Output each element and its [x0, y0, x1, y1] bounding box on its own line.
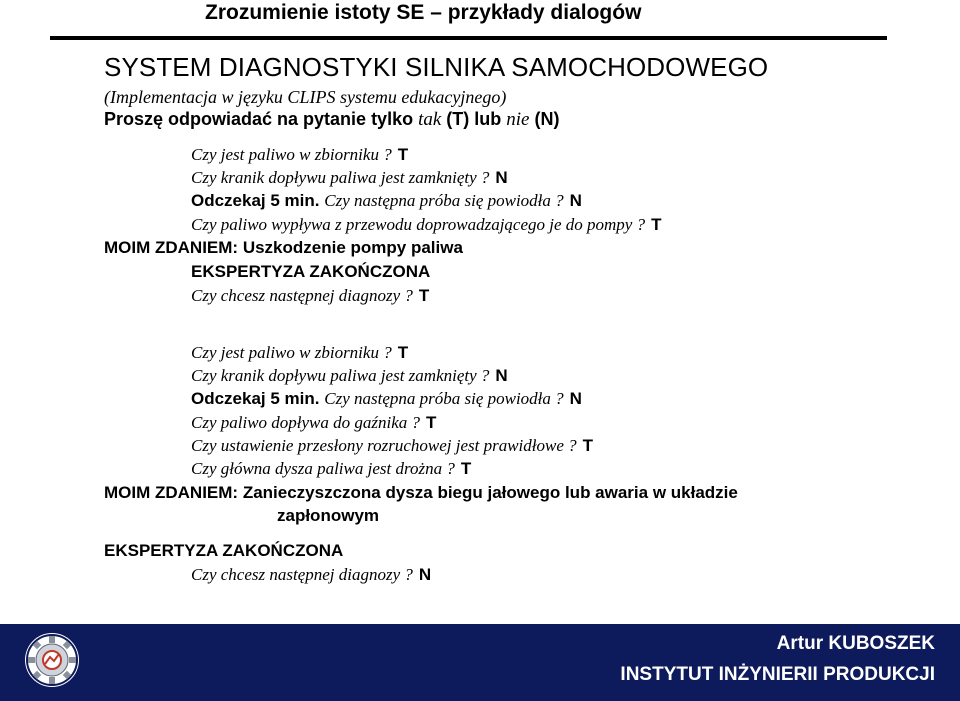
dialog2-next	[191, 564, 431, 586]
wait-instruction: Odczekaj 5 min.	[191, 389, 320, 408]
institute-name: INSTYTUT INŻYNIERII PRODUKCJI	[620, 664, 935, 685]
answer-text: N	[495, 168, 508, 187]
instruction-prefix: Proszę odpowiadać na pytanie tylko	[104, 109, 419, 129]
answer-text: T	[460, 459, 472, 478]
dialog2-done: EKSPERTYZA ZAKOŃCZONA	[104, 541, 344, 560]
author-name: Artur KUBOSZEK	[776, 633, 935, 654]
answer-instruction	[104, 108, 560, 131]
dialog1-verdict: MOIM ZDANIEM: Uszkodzenie pompy paliwa	[104, 238, 463, 257]
dialog1-line	[191, 167, 508, 189]
dialog2-verdict-continuation: zapłonowym	[277, 506, 380, 525]
answer-text: T	[651, 215, 662, 234]
instruction-yes-code: (T) lub	[441, 109, 507, 129]
question-text: Czy kranik dopływu paliwa jest zamknięty ?	[191, 168, 490, 187]
dialog2-line	[191, 435, 593, 457]
dialog2-line	[191, 342, 408, 364]
answer-text: N	[495, 366, 508, 385]
question-text: Czy jest paliwo w zbiorniku ?	[191, 343, 392, 362]
dialog2-line	[191, 365, 508, 387]
instruction-no-word: nie	[506, 109, 530, 130]
question-text: Czy chcesz następnej diagnozy ?	[191, 565, 413, 584]
dialog1-line	[191, 214, 662, 236]
dialog2-verdict: MOIM ZDANIEM: Zanieczyszczona dysza biegu jałowego lub awaria w układzie	[104, 483, 738, 502]
dialog2-line	[191, 412, 436, 434]
title-rule	[50, 36, 887, 40]
question-text: Czy ustawienie przesłony rozruchowej jest prawidłowe ?	[191, 436, 577, 455]
institute-logo-icon	[25, 633, 79, 687]
question-text: Czy kranik dopływu paliwa jest zamknięty ?	[191, 366, 490, 385]
question-text: Czy jest paliwo w zbiorniku ?	[191, 145, 392, 164]
dialog2-line	[191, 388, 582, 410]
wait-instruction: Odczekaj 5 min.	[191, 191, 320, 210]
question-text: Czy chcesz następnej diagnozy ?	[191, 286, 413, 305]
dialog1-next	[191, 285, 429, 307]
answer-text: T	[397, 343, 409, 362]
instruction-no-code: (N)	[529, 109, 560, 129]
slide-title: Zrozumienie istoty SE – przykłady dialogów	[205, 1, 642, 24]
answer-text: N	[569, 191, 582, 210]
implementation-note: (Implementacja w języku CLIPS systemu edukacyjnego)	[104, 87, 507, 107]
answer-text: T	[426, 413, 437, 432]
answer-text: T	[397, 145, 409, 164]
dialog2-line	[191, 458, 471, 480]
question-text: Czy następna próba się powiodła ?	[324, 191, 564, 210]
answer-text: N	[569, 389, 582, 408]
dialog1-line	[191, 190, 582, 212]
dialog1-line	[191, 144, 408, 166]
dialog1-done: EKSPERTYZA ZAKOŃCZONA	[191, 262, 431, 281]
question-text: Czy następna próba się powiodła ?	[324, 389, 564, 408]
answer-text: N	[418, 565, 432, 584]
question-text: Czy paliwo dopływa do gaźnika ?	[191, 413, 421, 432]
answer-text: T	[418, 286, 430, 305]
question-text: Czy paliwo wypływa z przewodu doprowadzającego je do pompy ?	[191, 215, 646, 234]
question-text: Czy główna dysza paliwa jest drożna ?	[191, 459, 455, 478]
instruction-yes-word: tak	[418, 109, 442, 130]
answer-text: T	[582, 436, 594, 455]
system-heading: SYSTEM DIAGNOSTYKI SILNIKA SAMOCHODOWEGO	[104, 52, 769, 82]
